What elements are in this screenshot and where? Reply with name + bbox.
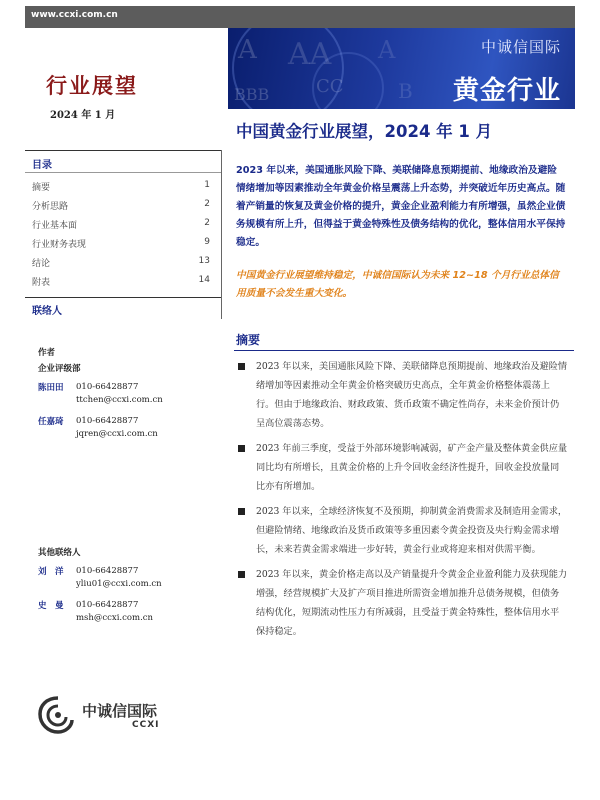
outlook-statement: 中国黄金行业展望维持稳定，中诚信国际认为未来 12~18 个月行业总体信用质量不会发生重大变化。 [236, 270, 559, 299]
industry-label: 黄金行业 [452, 76, 561, 106]
toc-label: 行业财务表现 [32, 240, 87, 250]
contact-row [38, 596, 218, 613]
list-item-text: 2023 年以来，美国通胀风险下降、美联储降息预期提前、地缘政治及避险情绪增加等因素推动全年黄金价格突破历史高点，全年黄金价格整体震荡上行。但由于地缘政治、财政政策、货币政策不确定性尚存，未来金价预计仍呈高位震荡态势。 [256, 361, 568, 429]
other-contacts-label: 其他联络人 [38, 548, 81, 558]
contact-phone: 010-66428877 [76, 565, 139, 576]
list-item-text: 2023 年以来，全球经济恢复不及预期，抑制黄金消费需求及制造用金需求，但避险情绪、地缘政治及货币政策等多重因素令黄金投资及央行购金需求增长，未来若黄金需求端进一步好转，黄金行业或将迎来相对供需平衡。 [256, 506, 568, 555]
contact-heading: 联络人 [32, 306, 62, 317]
abstract-heading: 摘要 [236, 333, 261, 347]
toc-label: 行业基本面 [32, 221, 78, 231]
page-title: 中国黄金行业展望，2024 年 1 月 [236, 122, 493, 141]
toc-page: 2 [204, 218, 210, 228]
table-of-contents [32, 180, 210, 294]
banner-letter-2: BBB [234, 85, 270, 104]
authors-label: 作者 [38, 348, 56, 358]
contact-list [38, 346, 218, 630]
banner-letter-3: CC [316, 76, 344, 97]
toc-label: 结论 [32, 259, 51, 269]
company-logo [36, 694, 186, 738]
contact-phone: 010-66428877 [76, 381, 139, 392]
contact-row [38, 378, 218, 395]
contact-email[interactable]: jqren@ccxi.com.cn [76, 429, 158, 439]
summary-paragraph: 2023 年以来，美国通胀风险下降、美联储降息预期提前、地缘政治及避险情绪增加等因素推动全年黄金价格呈震荡上升态势，并突破近年历史高点。随着产销量的恢复及黄金价格的提升，黄金企业盈利能力有所增强，虽然企业债务规模有所上升，但得益于黄金特殊性及债务结构的优化，整体信用水平保持稳定。 [236, 165, 566, 248]
contact-name: 史 曼 [38, 600, 64, 611]
toc-item[interactable] [32, 180, 210, 199]
bullet-square-icon [238, 571, 245, 578]
divider [25, 172, 221, 173]
list-item [238, 565, 568, 641]
site-url[interactable]: www.ccxi.com.cn [31, 10, 118, 20]
toc-item[interactable] [32, 237, 210, 256]
toc-item[interactable] [32, 218, 210, 237]
contact-email[interactable]: msh@ccxi.com.cn [76, 613, 154, 623]
contact-row [38, 412, 218, 429]
toc-item[interactable] [32, 199, 210, 218]
contact-name: 刘 洋 [38, 566, 64, 577]
toc-page: 14 [198, 275, 210, 285]
toc-label: 附表 [32, 278, 51, 288]
department-label: 企业评级部 [38, 364, 81, 374]
list-item-text: 2023 年以来，黄金价格走高以及产销量提升令黄金企业盈利能力及获现能力增强，经营规模扩大及扩产项目推进所需资金增加推升总债务规模，但债务结构优化，短期流动性压力有所减弱，且受益于黄金特殊性，整体信用水平保持稳定。 [256, 569, 568, 637]
toc-item[interactable] [32, 275, 210, 294]
abstract-list [238, 357, 568, 647]
column-divider [221, 150, 222, 319]
bullet-square-icon [238, 508, 245, 515]
list-item [238, 502, 568, 559]
contact-email[interactable]: yliu01@ccxi.com.cn [76, 579, 162, 589]
divider [25, 150, 221, 151]
contact-phone: 010-66428877 [76, 415, 139, 426]
toc-page: 2 [204, 199, 210, 209]
toc-label: 分析思路 [32, 202, 69, 212]
contact-name: 任嘉琦 [38, 416, 64, 427]
header-banner [228, 28, 575, 109]
contact-email[interactable]: ttchen@ccxi.com.cn [76, 395, 163, 405]
toc-label: 摘要 [32, 183, 51, 193]
toc-page: 1 [204, 180, 210, 190]
section-title: 行业展望 [46, 74, 138, 98]
list-item-text: 2023 年前三季度，受益于外部环境影响减弱，矿产金产量及整体黄金供应量同比均有所增长，且黄金价格的上升令回收金经济性提升，回收金投放量同比亦有所增加。 [256, 443, 568, 492]
list-item [238, 439, 568, 496]
top-bar [25, 6, 575, 28]
list-item [238, 357, 568, 433]
toc-page: 9 [204, 237, 210, 247]
banner-letter-1: AA [288, 37, 332, 72]
bullet-square-icon [238, 363, 245, 370]
bullet-square-icon [238, 445, 245, 452]
contact-row [38, 562, 218, 579]
banner-letter-5: B [398, 79, 413, 103]
logo-name-en: CCXI [132, 720, 160, 730]
logo-mark-icon [36, 694, 80, 738]
divider [234, 350, 574, 351]
logo-name-cn: 中诚信国际 [82, 702, 158, 720]
brand-name: 中诚信国际 [480, 38, 561, 56]
banner-letter-4: A [378, 36, 396, 64]
report-date: 2024 年 1 月 [50, 110, 116, 121]
contact-phone: 010-66428877 [76, 599, 139, 610]
toc-heading: 目录 [32, 160, 52, 171]
toc-item[interactable] [32, 256, 210, 275]
divider [25, 297, 221, 298]
banner-letter-0: A [238, 35, 257, 65]
contact-name: 陈田田 [38, 382, 64, 393]
toc-page: 13 [198, 256, 210, 266]
